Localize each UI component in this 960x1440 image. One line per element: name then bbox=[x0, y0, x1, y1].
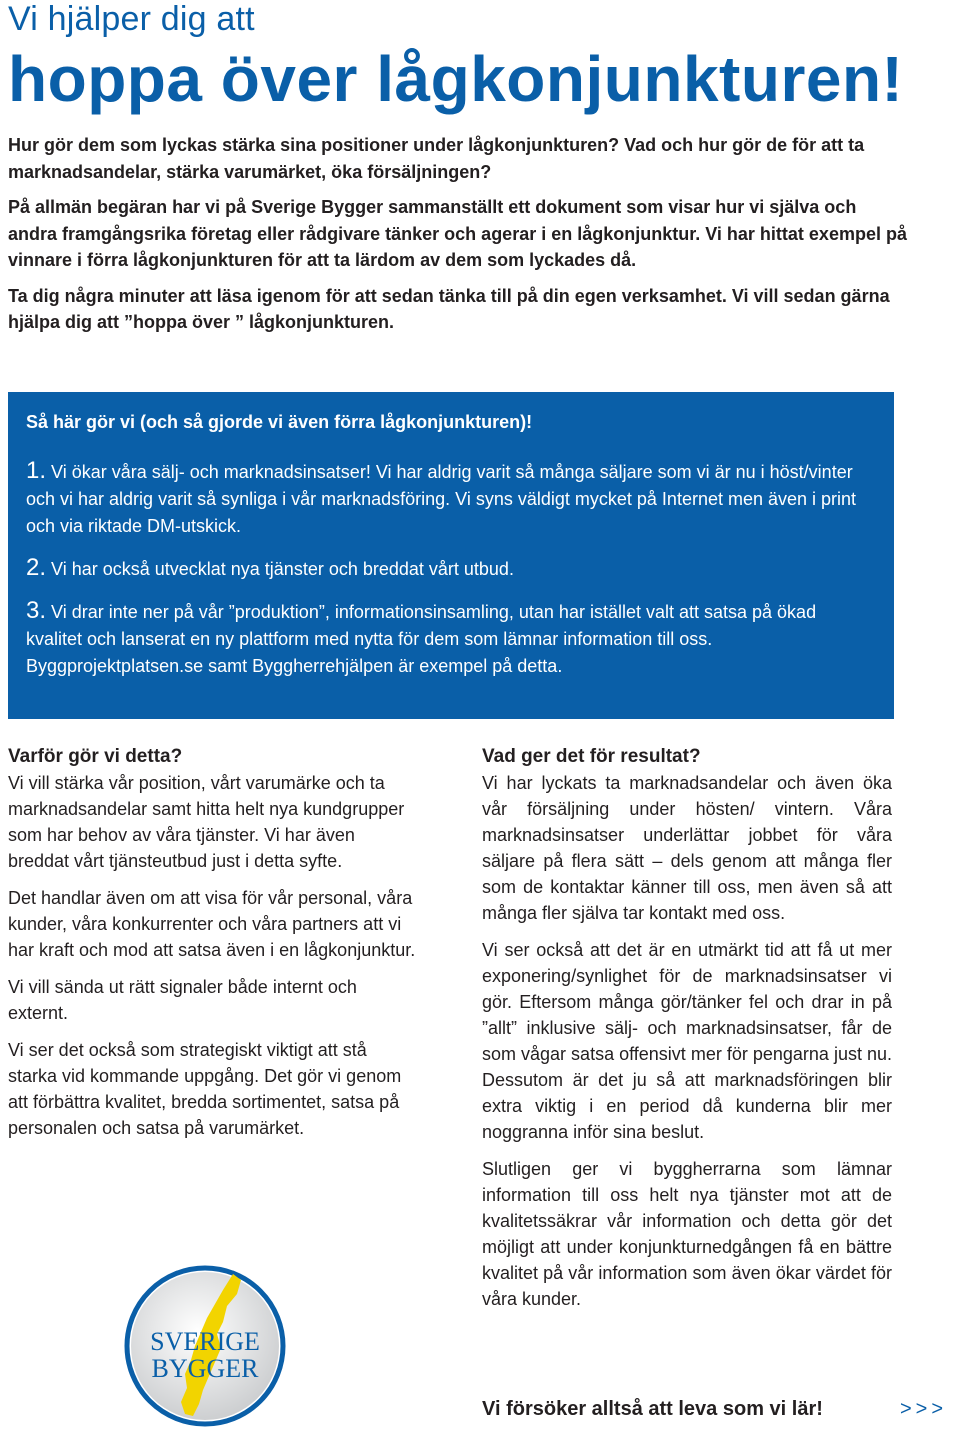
box-item-1 bbox=[26, 457, 876, 540]
item-number: 2. bbox=[26, 554, 47, 581]
right-column bbox=[482, 744, 892, 1323]
intro-section bbox=[8, 132, 908, 345]
logo-line-2: BYGGER bbox=[151, 1354, 259, 1383]
item-text: Vi ökar våra sälj- och marknadsinsatser! Vi har aldrig varit så många säljare som vi är nu i höst/vinter och vi har aldrig varit så synliga i vår marknadsföring. Vi syns väldigt mycket på Internet men även i print och via riktade DM-utskick. bbox=[26, 462, 857, 536]
box-heading: Så här gör vi (och så gjorde vi även förra lågkonjunkturen)! bbox=[26, 412, 533, 432]
left-heading: Varför gör vi detta? bbox=[8, 746, 183, 767]
right-paragraph: Vi har lyckats ta marknadsandelar och även öka vår försäljning under hösten/ vintern. Våra marknadsinsatser underlättar jobbet för våra säljare på flera sätt – dels genom att många fler som de kontaktar känner till oss, men även så att många fler själva tar kontakt med oss. bbox=[482, 773, 892, 923]
item-text: Vi drar inte ner på vår ”produktion”, informationsinsamling, utan har istället valt att satsa på ökad kvalitet och lanserat en ny plattform med nytta för dem som lämnar information till oss. Byggprojektplatsen.se samt Byggherrehjälpen är exempel på detta. bbox=[26, 602, 817, 676]
right-heading: Vad ger det för resultat? bbox=[482, 746, 701, 767]
right-paragraph: Slutligen ger vi byggherrarna som lämnar information till oss helt nya tjänster mot att de kvalitetssäkrar vår information och detta gör det möjligt att under konjunkturnedgången få en bättre kvalitet på vår information som även ökar värdet för våra kunder. bbox=[482, 1159, 892, 1309]
sverige-bygger-logo bbox=[123, 1264, 287, 1428]
left-paragraph: Det handlar även om att visa för vår personal, våra kunder, våra konkurrenter och våra partners att vi har kraft och mod att satsa även i en lågkonjunktur. bbox=[8, 888, 416, 960]
left-paragraph: Vi ser det också som strategiskt viktigt att stå starka vid kommande uppgång. Det gör vi genom att förbättra kvalitet, bredda sortimentet, satsa på personalen och satsa på varumärket. bbox=[8, 1040, 402, 1138]
intro-paragraph-1: Hur gör dem som lyckas stärka sina positioner under lågkonjunkturen? Vad och hur gör de för att ta marknadsandelar, stärka varumärket, öka försäljningen? bbox=[8, 135, 865, 182]
intro-paragraph-3: Ta dig några minuter att läsa igenom för att sedan tänka till på din egen verksamhet. Vi vill sedan gärna hjälpa dig att ”hoppa över ” lågkonjunkturen. bbox=[8, 285, 890, 332]
left-paragraph: Vi vill sända ut rätt signaler både internt och externt. bbox=[8, 977, 357, 1023]
page-title: hoppa över lågkonjunkturen! bbox=[8, 43, 904, 115]
item-text: Vi har också utvecklat nya tjänster och breddat vårt utbud. bbox=[46, 559, 514, 579]
intro-paragraph-2: På allmän begäran har vi på Sverige Bygger sammanställt ett dokument som visar hur vi själva och andra framgångsrika företag eller rådgivare tänker och agerar i en lågkonjunktur. Vi har hittat exempel på vinnare i förra lågkonjunkturen för att ta lärdom av dem som lyckades då. bbox=[8, 197, 907, 270]
pretitle: Vi hjälper dig att bbox=[8, 0, 255, 38]
box-item-2 bbox=[26, 554, 876, 583]
item-number: 1. bbox=[26, 457, 47, 484]
left-column bbox=[8, 744, 420, 1152]
highlight-box bbox=[8, 392, 894, 719]
logo-line-1: SVERIGE bbox=[150, 1327, 260, 1356]
next-page-arrows[interactable]: >>> bbox=[900, 1398, 948, 1420]
closing-statement: Vi försöker alltså att leva som vi lär! bbox=[482, 1398, 823, 1420]
item-number: 3. bbox=[26, 597, 47, 624]
left-paragraph: Vi vill stärka vår position, vårt varumärke och ta marknadsandelar samt hitta helt nya kundgrupper som har behov av våra tjänster. Vi har även breddat vårt tjänsteutbud just i detta syfte. bbox=[8, 773, 405, 871]
right-paragraph: Vi ser också att det är en utmärkt tid att få ut mer exponering/synlighet för de marknadsinsatser vi gör. Eftersom många gör/tänker fel och drar in på ”allt” inklusive sälj- och marknadsinsatser, får de som vågar satsa offensivt mer för pengarna just nu. Dessutom är det ju så att marknadsföringen blir extra viktig i en period då kunderna blir mer noggranna inför sina beslut. bbox=[482, 940, 892, 1142]
box-item-3 bbox=[26, 597, 876, 680]
